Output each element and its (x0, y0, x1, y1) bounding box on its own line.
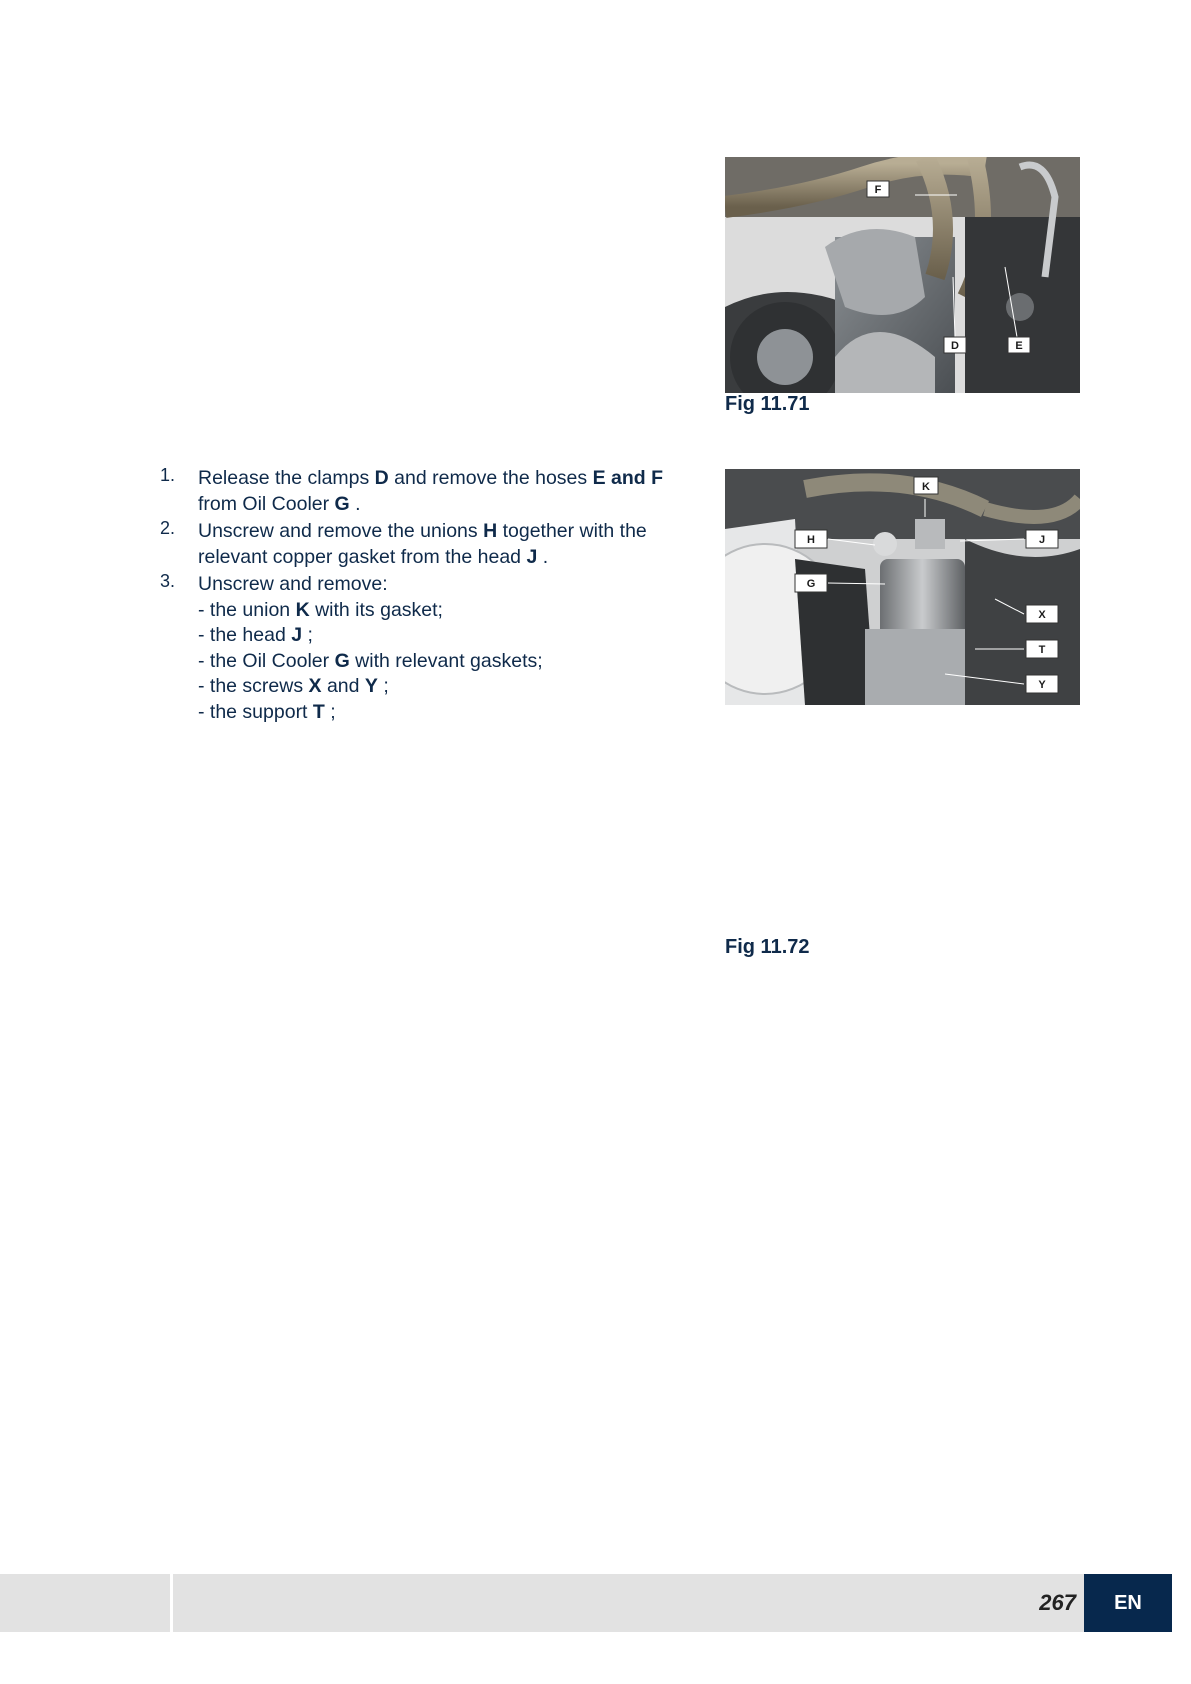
step-line (198, 466, 690, 492)
step-text: together with the (497, 520, 647, 542)
step-number: 1. (160, 465, 176, 485)
callout-X (1026, 605, 1058, 623)
callout-Y (1026, 675, 1058, 693)
step-line (198, 674, 690, 700)
step-item (160, 519, 690, 570)
callout-T (1026, 640, 1058, 658)
svg-text:H: H (807, 534, 815, 546)
language-badge: EN (1084, 1574, 1172, 1632)
step-text: with relevant gaskets; (349, 649, 543, 672)
step-line (198, 649, 690, 675)
svg-text:D: D (951, 340, 959, 352)
figure-11-71-image (725, 157, 1080, 393)
step-text: and (321, 675, 365, 697)
part-reference: K (295, 598, 310, 621)
svg-text:E: E (1015, 340, 1023, 352)
step-line (198, 572, 690, 598)
part-reference: E and F (592, 467, 663, 489)
step-number: 2. (160, 518, 176, 538)
step-text: and remove the hoses (388, 467, 593, 489)
part-reference: J (291, 624, 303, 646)
step-line (198, 623, 690, 649)
step-text: from Oil Cooler (198, 492, 335, 515)
part-reference: J (526, 545, 538, 568)
step-text: . (349, 492, 361, 515)
procedure-steps-list (160, 466, 690, 727)
callout-E (1008, 337, 1030, 353)
part-reference: T (312, 700, 325, 723)
step-text: Release the clamps (198, 467, 375, 489)
figure-11-72-image (725, 469, 1080, 705)
svg-text:T: T (1038, 644, 1046, 656)
step-line (198, 598, 690, 624)
part-reference: G (334, 492, 350, 515)
callout-D (944, 337, 966, 353)
svg-text:K: K (922, 481, 930, 493)
page-number: 267 (1039, 1590, 1076, 1615)
callout-K (914, 477, 938, 494)
step-line (198, 545, 690, 571)
callout-G (795, 574, 827, 592)
step-item (160, 466, 690, 517)
step-text: - the screws (198, 675, 309, 697)
step-text: - the support (198, 700, 313, 723)
footer-bar (0, 1574, 1172, 1632)
step-text: ; (302, 624, 313, 646)
step-text: with its gasket; (309, 598, 443, 621)
part-reference: X (308, 675, 322, 697)
figure-11-71-caption: Fig 11.71 (725, 393, 810, 415)
step-text: relevant copper gasket from the head (198, 545, 527, 568)
step-line (198, 519, 690, 545)
step-number: 3. (160, 571, 176, 591)
svg-text:J: J (1038, 534, 1046, 546)
svg-text:X: X (1038, 609, 1046, 621)
step-line (198, 492, 690, 518)
part-reference: Y (364, 675, 378, 697)
svg-text:Y: Y (1038, 679, 1046, 691)
step-text: Unscrew and remove: (198, 573, 388, 595)
step-text: ; (377, 675, 389, 697)
figure-11-72-caption: Fig 11.72 (725, 936, 810, 958)
svg-text:G: G (806, 578, 816, 590)
callout-J (1026, 530, 1058, 548)
step-text: - the Oil Cooler (198, 649, 335, 672)
part-reference: G (334, 649, 350, 672)
svg-text:F: F (874, 184, 882, 196)
step-text: . (537, 545, 549, 568)
callout-F (867, 181, 889, 197)
footer-divider (170, 1574, 173, 1632)
callout-H (795, 530, 827, 548)
part-reference: H (483, 520, 498, 542)
step-item (160, 572, 690, 725)
step-text: - the union (198, 598, 296, 621)
step-text: - the head (198, 624, 292, 646)
step-line (198, 700, 690, 726)
step-text: ; (324, 700, 336, 723)
part-reference: D (374, 467, 389, 489)
step-text: Unscrew and remove the unions (198, 520, 484, 542)
